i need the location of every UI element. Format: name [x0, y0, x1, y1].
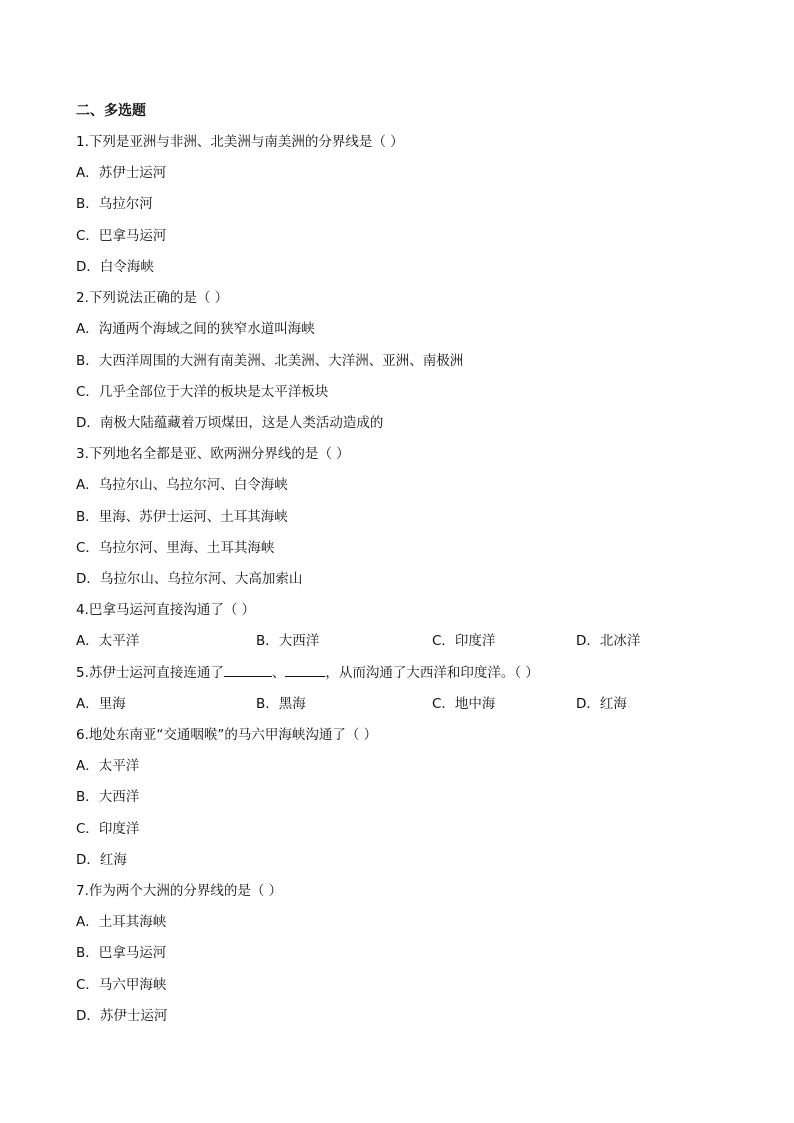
option-row — [0, 631, 794, 651]
option-c: C．几乎全部位于大洋的板块是太平洋板块 — [76, 384, 329, 400]
option-a: A．沟通两个海域之间的狭窄水道叫海峡 — [76, 321, 315, 337]
option-a: A．太平洋 — [76, 758, 140, 774]
option-a: A．乌拉尔山、乌拉尔河、白令海峡 — [76, 477, 288, 493]
question-stem: 3.下列地名全都是亚、欧两洲分界线的是（ ） — [76, 446, 350, 462]
option-d: D．乌拉尔山、乌拉尔河、大高加索山 — [76, 571, 303, 587]
option-d: D．苏伊士运河 — [76, 1008, 168, 1024]
answer-blank-1 — [224, 662, 272, 677]
option-c: C．乌拉尔河、里海、土耳其海峡 — [76, 540, 275, 556]
option-d: D．南极大陆蕴藏着万顷煤田，这是人类活动造成的 — [76, 415, 384, 431]
option-c: C．印度洋 — [432, 633, 496, 649]
option-c: C．印度洋 — [76, 821, 140, 837]
option-d: D．白令海峡 — [76, 259, 154, 275]
option-a: A．苏伊士运河 — [76, 165, 167, 181]
option-c: C．马六甲海峡 — [76, 977, 167, 993]
option-b: B．大西洋 — [76, 789, 140, 805]
question-stem — [76, 662, 539, 683]
option-c: C．地中海 — [432, 696, 496, 712]
option-d: D．红海 — [76, 852, 127, 868]
option-b: B．黑海 — [256, 696, 306, 712]
question-stem: 1.下列是亚洲与非洲、北美洲与南美洲的分界线是（ ） — [76, 134, 404, 150]
question-stem: 6.地处东南亚“交通咽喉”的马六甲海峡沟通了（ ） — [76, 727, 378, 743]
section-title: 二、多选题 — [76, 103, 146, 119]
option-d: D．红海 — [576, 696, 627, 712]
question-stem: 7.作为两个大洲的分界线的是（ ） — [76, 883, 283, 899]
option-b: B．乌拉尔河 — [76, 196, 153, 212]
stem-separator: 、 — [271, 665, 286, 681]
option-a: A．太平洋 — [76, 633, 140, 649]
question-stem: 4.巴拿马运河直接沟通了（ ） — [76, 602, 256, 618]
stem-text: 5.苏伊士运河直接连通了 — [76, 665, 224, 681]
option-a: A．土耳其海峡 — [76, 914, 167, 930]
option-b: B．大西洋 — [256, 633, 320, 649]
question-stem: 2.下列说法正确的是（ ） — [76, 290, 229, 306]
answer-blank-2 — [285, 662, 325, 677]
option-a: A．里海 — [76, 696, 126, 712]
option-b: B．大西洋周围的大洲有南美洲、北美洲、大洋洲、亚洲、南极洲 — [76, 353, 464, 369]
option-b: B．巴拿马运河 — [76, 945, 167, 961]
stem-text: ，从而沟通了大西洋和印度洋。（ ） — [325, 665, 539, 681]
option-c: C．巴拿马运河 — [76, 228, 167, 244]
option-row — [0, 694, 794, 714]
option-b: B．里海、苏伊士运河、土耳其海峡 — [76, 509, 288, 525]
option-d: D．北冰洋 — [576, 633, 641, 649]
